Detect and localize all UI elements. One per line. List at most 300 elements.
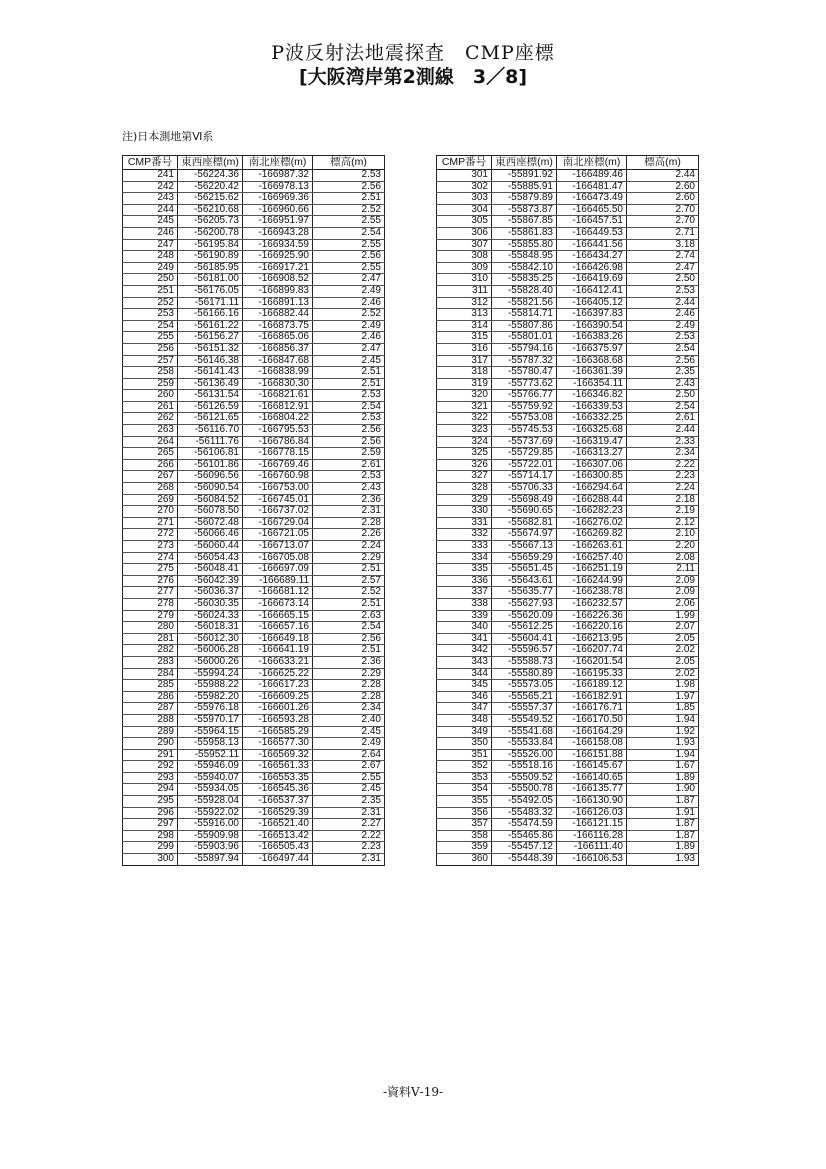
easting-cell: -55861.83	[492, 227, 557, 239]
table-row	[437, 830, 699, 842]
northing-cell: -166625.22	[243, 668, 313, 680]
northing-cell: -166135.77	[557, 784, 627, 796]
elevation-cell: 2.33	[627, 436, 699, 448]
table-row	[123, 227, 385, 239]
cmp-number-cell: 268	[123, 483, 178, 495]
northing-cell: -166545.36	[243, 784, 313, 796]
easting-cell: -55604.41	[492, 633, 557, 645]
table-row	[123, 204, 385, 216]
easting-cell: -55787.32	[492, 355, 557, 367]
easting-cell: -55533.84	[492, 738, 557, 750]
cmp-number-cell: 259	[123, 378, 178, 390]
elevation-cell: 3.18	[627, 239, 699, 251]
elevation-cell: 2.47	[313, 274, 385, 286]
cmp-number-cell: 273	[123, 541, 178, 553]
table-row	[123, 401, 385, 413]
easting-cell: -55958.13	[178, 738, 243, 750]
table-body-right	[437, 170, 699, 866]
table-row	[437, 772, 699, 784]
northing-cell: -166251.19	[557, 564, 627, 576]
easting-cell: -55952.11	[178, 749, 243, 761]
easting-cell: -55518.16	[492, 761, 557, 773]
table-row	[123, 193, 385, 205]
elevation-cell: 2.64	[313, 749, 385, 761]
easting-cell: -56084.52	[178, 494, 243, 506]
northing-cell: -166457.51	[557, 216, 627, 228]
elevation-cell: 2.53	[627, 285, 699, 297]
table-row	[437, 436, 699, 448]
easting-cell: -56200.78	[178, 227, 243, 239]
table-body-left	[123, 170, 385, 866]
table-row	[437, 726, 699, 738]
easting-cell: -55620.09	[492, 610, 557, 622]
easting-cell: -56030.35	[178, 598, 243, 610]
easting-cell: -55643.61	[492, 575, 557, 587]
northing-cell: -166412.41	[557, 285, 627, 297]
northing-cell: -166830.30	[243, 378, 313, 390]
elevation-cell: 2.49	[313, 738, 385, 750]
table-row	[123, 796, 385, 808]
easting-cell: -55729.85	[492, 448, 557, 460]
elevation-cell: 2.54	[627, 343, 699, 355]
table-row	[437, 227, 699, 239]
elevation-cell: 2.26	[313, 529, 385, 541]
easting-cell: -55549.52	[492, 714, 557, 726]
northing-cell: -166856.37	[243, 343, 313, 355]
cmp-number-cell: 256	[123, 343, 178, 355]
cmp-number-cell: 323	[437, 425, 492, 437]
northing-cell: -166908.52	[243, 274, 313, 286]
table-row	[437, 854, 699, 866]
table-row	[437, 564, 699, 576]
easting-cell: -56151.32	[178, 343, 243, 355]
easting-cell: -55891.92	[492, 170, 557, 182]
cmp-number-cell: 346	[437, 691, 492, 703]
cmp-number-cell: 320	[437, 390, 492, 402]
northing-cell: -166449.53	[557, 227, 627, 239]
northing-cell: -166269.82	[557, 529, 627, 541]
table-row	[437, 170, 699, 182]
cmp-number-cell: 257	[123, 355, 178, 367]
easting-cell: -56116.70	[178, 425, 243, 437]
table-row	[123, 830, 385, 842]
cmp-number-cell: 317	[437, 355, 492, 367]
easting-cell: -56190.89	[178, 251, 243, 263]
cmp-number-cell: 301	[437, 170, 492, 182]
elevation-cell: 2.46	[313, 332, 385, 344]
easting-cell: -56048.41	[178, 564, 243, 576]
table-row	[123, 251, 385, 263]
elevation-cell: 2.55	[313, 262, 385, 274]
cmp-number-cell: 244	[123, 204, 178, 216]
table-row	[123, 320, 385, 332]
cmp-number-cell: 296	[123, 807, 178, 819]
elevation-cell: 1.97	[627, 691, 699, 703]
page-subtitle: [大阪湾岸第2測線 3／8]	[298, 66, 528, 88]
table-row	[123, 726, 385, 738]
table-row	[437, 332, 699, 344]
table-row	[123, 216, 385, 228]
table-row	[437, 656, 699, 668]
table-row	[437, 680, 699, 692]
cmp-number-cell: 334	[437, 552, 492, 564]
northing-cell: -166657.16	[243, 622, 313, 634]
cmp-number-cell: 344	[437, 668, 492, 680]
elevation-cell: 2.44	[627, 170, 699, 182]
cmp-number-cell: 336	[437, 575, 492, 587]
elevation-cell: 2.44	[627, 425, 699, 437]
northing-cell: -166257.40	[557, 552, 627, 564]
easting-cell: -55976.18	[178, 703, 243, 715]
elevation-cell: 2.19	[627, 506, 699, 518]
elevation-cell: 2.53	[313, 170, 385, 182]
northing-cell: -166721.05	[243, 529, 313, 541]
northing-cell: -166368.68	[557, 355, 627, 367]
cmp-number-cell: 305	[437, 216, 492, 228]
cmp-number-cell: 351	[437, 749, 492, 761]
elevation-cell: 2.18	[627, 494, 699, 506]
cmp-table-right	[436, 155, 699, 866]
table-row	[123, 297, 385, 309]
cmp-number-cell: 308	[437, 251, 492, 263]
elevation-cell: 2.50	[627, 274, 699, 286]
cmp-number-cell: 245	[123, 216, 178, 228]
cmp-number-cell: 324	[437, 436, 492, 448]
northing-cell: -166276.02	[557, 517, 627, 529]
elevation-cell: 2.51	[313, 645, 385, 657]
easting-cell: -55492.05	[492, 796, 557, 808]
northing-cell: -166882.44	[243, 309, 313, 321]
easting-cell: -55541.68	[492, 726, 557, 738]
elevation-cell: 2.51	[313, 378, 385, 390]
elevation-cell: 2.43	[313, 483, 385, 495]
easting-cell: -55873.87	[492, 204, 557, 216]
table-row	[437, 401, 699, 413]
elevation-cell: 2.45	[313, 726, 385, 738]
northing-cell: -166873.75	[243, 320, 313, 332]
elevation-cell: 2.53	[313, 471, 385, 483]
elevation-cell: 2.56	[627, 355, 699, 367]
easting-cell: -55922.02	[178, 807, 243, 819]
easting-cell: -55821.56	[492, 297, 557, 309]
elevation-cell: 2.46	[627, 309, 699, 321]
easting-cell: -56101.86	[178, 459, 243, 471]
northing-cell: -166786.84	[243, 436, 313, 448]
easting-cell: -56146.38	[178, 355, 243, 367]
elevation-cell: 1.94	[627, 749, 699, 761]
cmp-number-cell: 343	[437, 656, 492, 668]
table-row	[123, 274, 385, 286]
elevation-cell: 2.49	[313, 320, 385, 332]
cmp-number-cell: 254	[123, 320, 178, 332]
table-row	[123, 506, 385, 518]
cmp-number-cell: 316	[437, 343, 492, 355]
cmp-number-cell: 310	[437, 274, 492, 286]
elevation-cell: 2.59	[313, 448, 385, 460]
cmp-number-cell: 358	[437, 830, 492, 842]
northing-cell: -166213.95	[557, 633, 627, 645]
cmp-number-cell: 341	[437, 633, 492, 645]
table-row	[123, 483, 385, 495]
elevation-cell: 2.51	[313, 367, 385, 379]
elevation-cell: 1.91	[627, 807, 699, 819]
easting-cell: -55667.13	[492, 541, 557, 553]
table-row	[123, 633, 385, 645]
table-row	[123, 436, 385, 448]
elevation-cell: 2.52	[313, 309, 385, 321]
column-header-northing: 南北座標(m)	[243, 156, 313, 170]
easting-cell: -55457.12	[492, 842, 557, 854]
elevation-cell: 2.57	[313, 575, 385, 587]
easting-cell: -56166.16	[178, 309, 243, 321]
cmp-number-cell: 247	[123, 239, 178, 251]
northing-cell: -166987.32	[243, 170, 313, 182]
cmp-number-cell: 298	[123, 830, 178, 842]
easting-cell: -55500.78	[492, 784, 557, 796]
table-row	[437, 309, 699, 321]
easting-cell: -55842.10	[492, 262, 557, 274]
elevation-cell: 2.23	[627, 471, 699, 483]
northing-cell: -166737.02	[243, 506, 313, 518]
northing-cell: -166346.82	[557, 390, 627, 402]
table-header-row	[123, 156, 385, 170]
cmp-number-cell: 335	[437, 564, 492, 576]
table-row	[123, 680, 385, 692]
elevation-cell: 2.70	[627, 216, 699, 228]
northing-cell: -166121.15	[557, 819, 627, 831]
easting-cell: -55835.25	[492, 274, 557, 286]
elevation-cell: 2.61	[313, 459, 385, 471]
northing-cell: -166934.59	[243, 239, 313, 251]
easting-cell: -55897.94	[178, 854, 243, 866]
northing-cell: -166553.35	[243, 772, 313, 784]
easting-cell: -55745.53	[492, 425, 557, 437]
northing-cell: -166426.98	[557, 262, 627, 274]
cmp-number-cell: 332	[437, 529, 492, 541]
table-row	[123, 285, 385, 297]
cmp-number-cell: 325	[437, 448, 492, 460]
cmp-number-cell: 251	[123, 285, 178, 297]
table-row	[437, 274, 699, 286]
table-row	[123, 262, 385, 274]
easting-cell: -56078.50	[178, 506, 243, 518]
cmp-number-cell: 340	[437, 622, 492, 634]
northing-cell: -166593.28	[243, 714, 313, 726]
northing-cell: -166673.14	[243, 598, 313, 610]
northing-cell: -166847.68	[243, 355, 313, 367]
elevation-cell: 2.45	[313, 355, 385, 367]
cmp-number-cell: 250	[123, 274, 178, 286]
northing-cell: -166164.29	[557, 726, 627, 738]
cmp-number-cell: 331	[437, 517, 492, 529]
northing-cell: -166899.83	[243, 285, 313, 297]
elevation-cell: 2.47	[313, 343, 385, 355]
elevation-cell: 2.47	[627, 262, 699, 274]
easting-cell: -55766.77	[492, 390, 557, 402]
easting-cell: -55483.32	[492, 807, 557, 819]
cmp-number-cell: 252	[123, 297, 178, 309]
northing-cell: -166569.32	[243, 749, 313, 761]
table-row	[123, 355, 385, 367]
cmp-number-cell: 293	[123, 772, 178, 784]
easting-cell: -55848.95	[492, 251, 557, 263]
cmp-number-cell: 338	[437, 598, 492, 610]
easting-cell: -55934.05	[178, 784, 243, 796]
easting-cell: -55573.05	[492, 680, 557, 692]
easting-cell: -55588.73	[492, 656, 557, 668]
page-title: P波反射法地震探査 CMP座標	[271, 42, 555, 64]
table-row	[437, 807, 699, 819]
cmp-number-cell: 258	[123, 367, 178, 379]
northing-cell: -166441.56	[557, 239, 627, 251]
cmp-number-cell: 288	[123, 714, 178, 726]
table-row	[123, 181, 385, 193]
table-row	[123, 691, 385, 703]
elevation-cell: 2.35	[313, 796, 385, 808]
northing-cell: -166943.28	[243, 227, 313, 239]
northing-cell: -166577.30	[243, 738, 313, 750]
elevation-cell: 2.51	[313, 598, 385, 610]
northing-cell: -166361.39	[557, 367, 627, 379]
table-header-row	[437, 156, 699, 170]
elevation-cell: 2.36	[313, 656, 385, 668]
northing-cell: -166713.07	[243, 541, 313, 553]
elevation-cell: 2.43	[627, 378, 699, 390]
easting-cell: -55448.39	[492, 854, 557, 866]
easting-cell: -55994.24	[178, 668, 243, 680]
northing-cell: -166116.28	[557, 830, 627, 842]
table-row	[437, 622, 699, 634]
elevation-cell: 1.87	[627, 819, 699, 831]
elevation-cell: 1.93	[627, 738, 699, 750]
cmp-number-cell: 243	[123, 193, 178, 205]
table-row	[123, 610, 385, 622]
northing-cell: -166804.22	[243, 413, 313, 425]
elevation-cell: 2.11	[627, 564, 699, 576]
northing-cell: -166319.47	[557, 436, 627, 448]
northing-cell: -166232.57	[557, 598, 627, 610]
table-row	[437, 343, 699, 355]
northing-cell: -166481.47	[557, 181, 627, 193]
cmp-number-cell: 315	[437, 332, 492, 344]
cmp-number-cell: 291	[123, 749, 178, 761]
elevation-cell: 2.54	[313, 227, 385, 239]
table-row	[123, 309, 385, 321]
table-row	[437, 471, 699, 483]
easting-cell: -56060.44	[178, 541, 243, 553]
easting-cell: -55565.21	[492, 691, 557, 703]
elevation-cell: 2.56	[313, 425, 385, 437]
table-row	[437, 413, 699, 425]
easting-cell: -55557.37	[492, 703, 557, 715]
northing-cell: -166263.61	[557, 541, 627, 553]
cmp-number-cell: 347	[437, 703, 492, 715]
cmp-number-cell: 285	[123, 680, 178, 692]
cmp-number-cell: 280	[123, 622, 178, 634]
northing-cell: -166537.37	[243, 796, 313, 808]
table-row	[437, 761, 699, 773]
table-row	[123, 471, 385, 483]
easting-cell: -56171.11	[178, 297, 243, 309]
cmp-number-cell: 278	[123, 598, 178, 610]
easting-cell: -55867.85	[492, 216, 557, 228]
elevation-cell: 2.24	[313, 541, 385, 553]
column-header-elevation: 標高(m)	[627, 156, 699, 170]
cmp-number-cell: 249	[123, 262, 178, 274]
northing-cell: -166697.09	[243, 564, 313, 576]
table-row	[123, 645, 385, 657]
northing-cell: -166332.25	[557, 413, 627, 425]
table-row	[437, 645, 699, 657]
elevation-cell: 1.94	[627, 714, 699, 726]
elevation-cell: 2.31	[313, 506, 385, 518]
cmp-number-cell: 271	[123, 517, 178, 529]
table-row	[123, 772, 385, 784]
northing-cell: -166795.53	[243, 425, 313, 437]
easting-cell: -56006.28	[178, 645, 243, 657]
cmp-number-cell: 272	[123, 529, 178, 541]
cmp-number-cell: 241	[123, 170, 178, 182]
table-row	[437, 285, 699, 297]
cmp-number-cell: 352	[437, 761, 492, 773]
easting-cell: -55651.45	[492, 564, 557, 576]
elevation-cell: 2.53	[313, 390, 385, 402]
northing-cell: -166106.53	[557, 854, 627, 866]
easting-cell: -56176.05	[178, 285, 243, 297]
table-row	[123, 575, 385, 587]
table-row	[123, 425, 385, 437]
northing-cell: -166170.50	[557, 714, 627, 726]
northing-cell: -166307.06	[557, 459, 627, 471]
northing-cell: -166419.69	[557, 274, 627, 286]
easting-cell: -55970.17	[178, 714, 243, 726]
northing-cell: -166812.91	[243, 401, 313, 413]
table-row	[437, 425, 699, 437]
elevation-cell: 2.51	[313, 564, 385, 576]
easting-cell: -56012.30	[178, 633, 243, 645]
easting-cell: -56181.00	[178, 274, 243, 286]
northing-cell: -166497.44	[243, 854, 313, 866]
cmp-number-cell: 276	[123, 575, 178, 587]
easting-cell: -55612.25	[492, 622, 557, 634]
elevation-cell: 2.52	[313, 587, 385, 599]
table-row	[437, 610, 699, 622]
northing-cell: -166925.90	[243, 251, 313, 263]
elevation-cell: 1.87	[627, 796, 699, 808]
northing-cell: -166151.88	[557, 749, 627, 761]
easting-cell: -56131.54	[178, 390, 243, 402]
elevation-cell: 2.34	[313, 703, 385, 715]
cmp-number-cell: 246	[123, 227, 178, 239]
table-row	[123, 807, 385, 819]
table-row	[123, 761, 385, 773]
elevation-cell: 2.05	[627, 633, 699, 645]
easting-cell: -55737.69	[492, 436, 557, 448]
table-row	[437, 193, 699, 205]
easting-cell: -55801.01	[492, 332, 557, 344]
easting-cell: -55940.07	[178, 772, 243, 784]
cmp-number-cell: 319	[437, 378, 492, 390]
easting-cell: -56018.31	[178, 622, 243, 634]
easting-cell: -56210.68	[178, 204, 243, 216]
elevation-cell: 2.55	[313, 216, 385, 228]
easting-cell: -56126.59	[178, 401, 243, 413]
cmp-number-cell: 260	[123, 390, 178, 402]
northing-cell: -166960.66	[243, 204, 313, 216]
table-row	[437, 668, 699, 680]
elevation-cell: 2.22	[627, 459, 699, 471]
cmp-number-cell: 279	[123, 610, 178, 622]
